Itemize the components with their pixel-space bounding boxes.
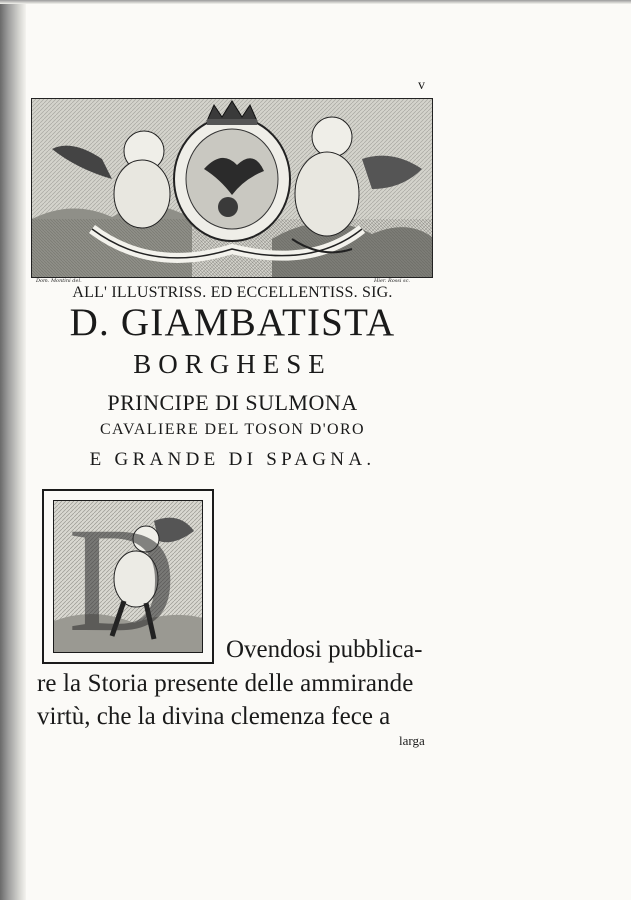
dedicatee-title-prince: PRINCIPE DI SULMONA <box>107 390 358 415</box>
dedicatee-title-grandee: E GRANDE DI SPAGNA. <box>89 449 376 470</box>
page-number: v <box>418 78 425 93</box>
decorated-initial <box>42 489 214 664</box>
body-text-line: Ovendosi pubblica- <box>226 636 423 663</box>
dedicatee-title-knight: CAVALIERE DEL TOSON D'ORO <box>99 421 365 438</box>
engraving-credit-left: Dom. Montini del. <box>36 278 82 284</box>
page-gutter-shadow <box>0 0 26 900</box>
body-text-line: virtù, che la divina clemenza fece a <box>37 703 391 730</box>
dedicatee-family: BORGHESE <box>133 349 332 379</box>
headpiece-engraving-art <box>32 99 432 277</box>
catchword: larga <box>399 733 425 748</box>
initial-letter: D <box>68 500 177 653</box>
body-text-line: re la Storia presente delle ammirande <box>37 670 414 697</box>
engraving-credit-right: Hier. Rossi sc. <box>374 278 410 284</box>
headpiece-engraving <box>31 98 433 278</box>
page-top-edge <box>0 0 631 4</box>
decorated-initial-field <box>53 500 203 653</box>
dedication-line: ALL' ILLUSTRISS. ED ECCELLENTISS. SIG. <box>72 284 393 301</box>
dedicatee-name: D. GIAMBATISTA <box>69 301 396 344</box>
